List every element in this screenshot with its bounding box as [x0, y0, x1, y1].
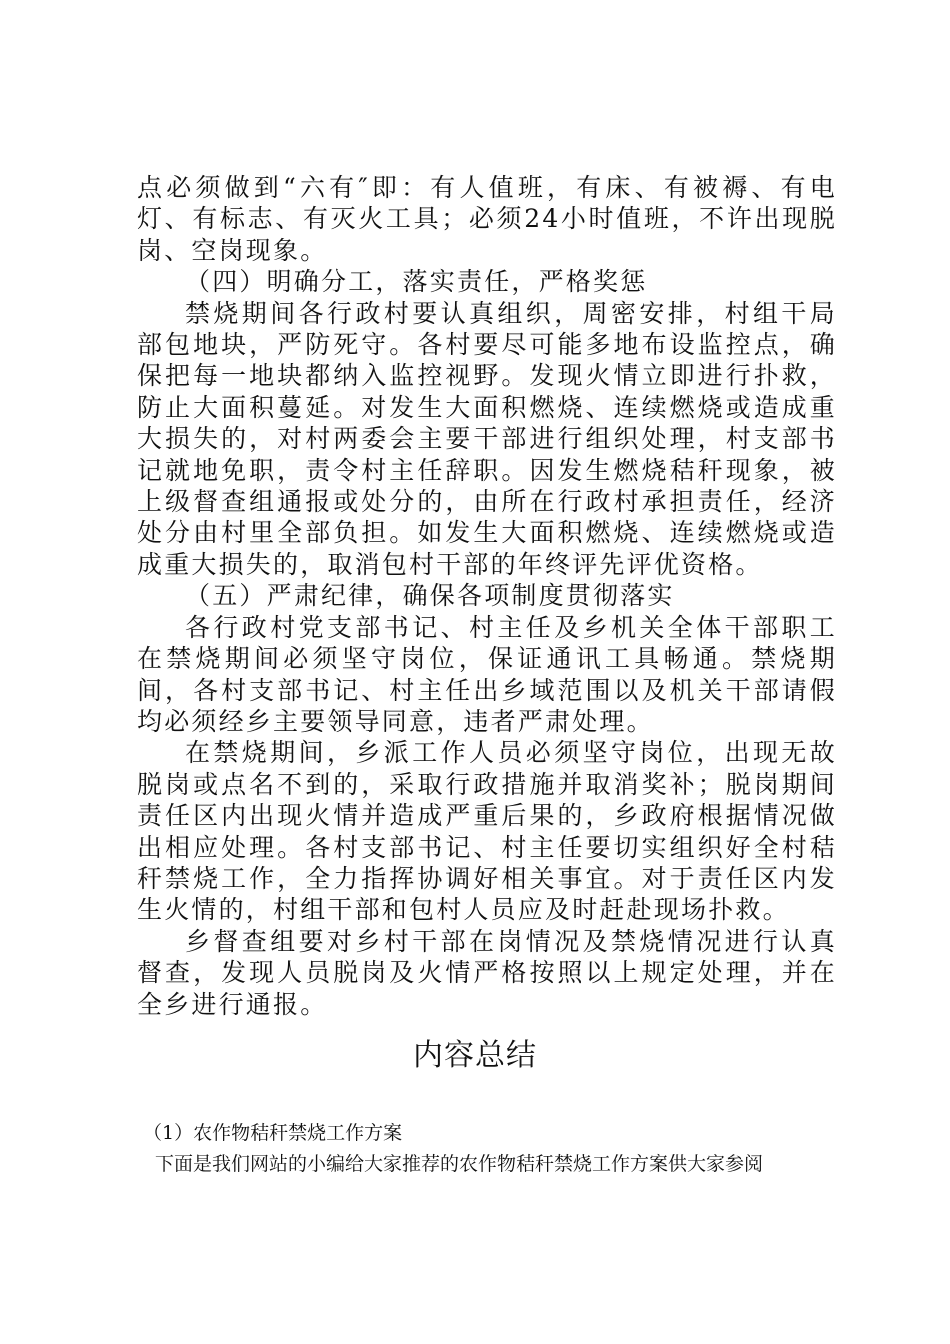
paragraph-responsibility: 禁烧期间各行政村要认真组织，周密安排，村组干局部包地块，严防死守。各村要尽可能多地布设监控点，确保把每一地块都纳入监控视野。发现火情立即进行扑救，防止大面积蔓延。对发生大面积燃烧、连续燃烧或造成重大损失的，对村两委会主要干部进行组织处理，村支部书记就地免职，责令村主任辞职。因发生燃烧秸秆现象，被上级督查组通报或处分的，由所在行政村承担责任，经济处分由村里全部负担。如发生大面积燃烧、连续燃烧或造成重大损失的，取消包村干部的年终评先评优资格。 — [137, 298, 837, 579]
summary-item: （1）农作物秸秆禁烧工作方案 — [143, 1122, 403, 1144]
paragraph-inspection: 乡督查组要对乡村干部在岗情况及禁烧情况进行认真督查，发现人员脱岗及火情严格按照以上规定处理，并在全乡进行通报。 — [137, 926, 837, 1019]
document-body — [137, 172, 837, 1020]
section-heading-5: （五）严肃纪律，确保各项制度贯彻落实 — [185, 581, 675, 611]
paragraph-continuation: 点必须做到“六有″即：有人值班，有床、有被褥、有电灯、有标志、有灭火工具；必须24小时值班，不许出现脱岗、空岗现象。 — [137, 173, 837, 265]
paragraph-discipline: 各行政村党支部书记、村主任及乡机关全体干部职工在禁烧期间必须坚守岗位，保证通讯工具畅通。禁烧期间，各村支部书记、村主任出乡域范围以及机关干部请假均必须经乡主要领导同意，违者严肃处理。 — [137, 612, 837, 736]
summary-text: 下面是我们网站的小编给大家推荐的农作物秸秆禁烧工作方案供大家参阅 — [155, 1153, 764, 1175]
paragraph-duty: 在禁烧期间，乡派工作人员必须坚守岗位，出现无故脱岗或点名不到的，采取行政措施并取消奖补；脱岗期间责任区内出现火情并造成严重后果的，乡政府根据情况做出相应处理。各村支部书记、村主任要切实组织好全村秸秆禁烧工作，全力指挥协调好相关事宜。对于责任区内发生火情的，村组干部和包村人员应及时赶赴现场扑救。 — [137, 738, 837, 925]
summary-title: 内容总结 — [413, 1038, 537, 1073]
section-heading-4: （四）明确分工，落实责任，严格奖惩 — [185, 267, 648, 297]
